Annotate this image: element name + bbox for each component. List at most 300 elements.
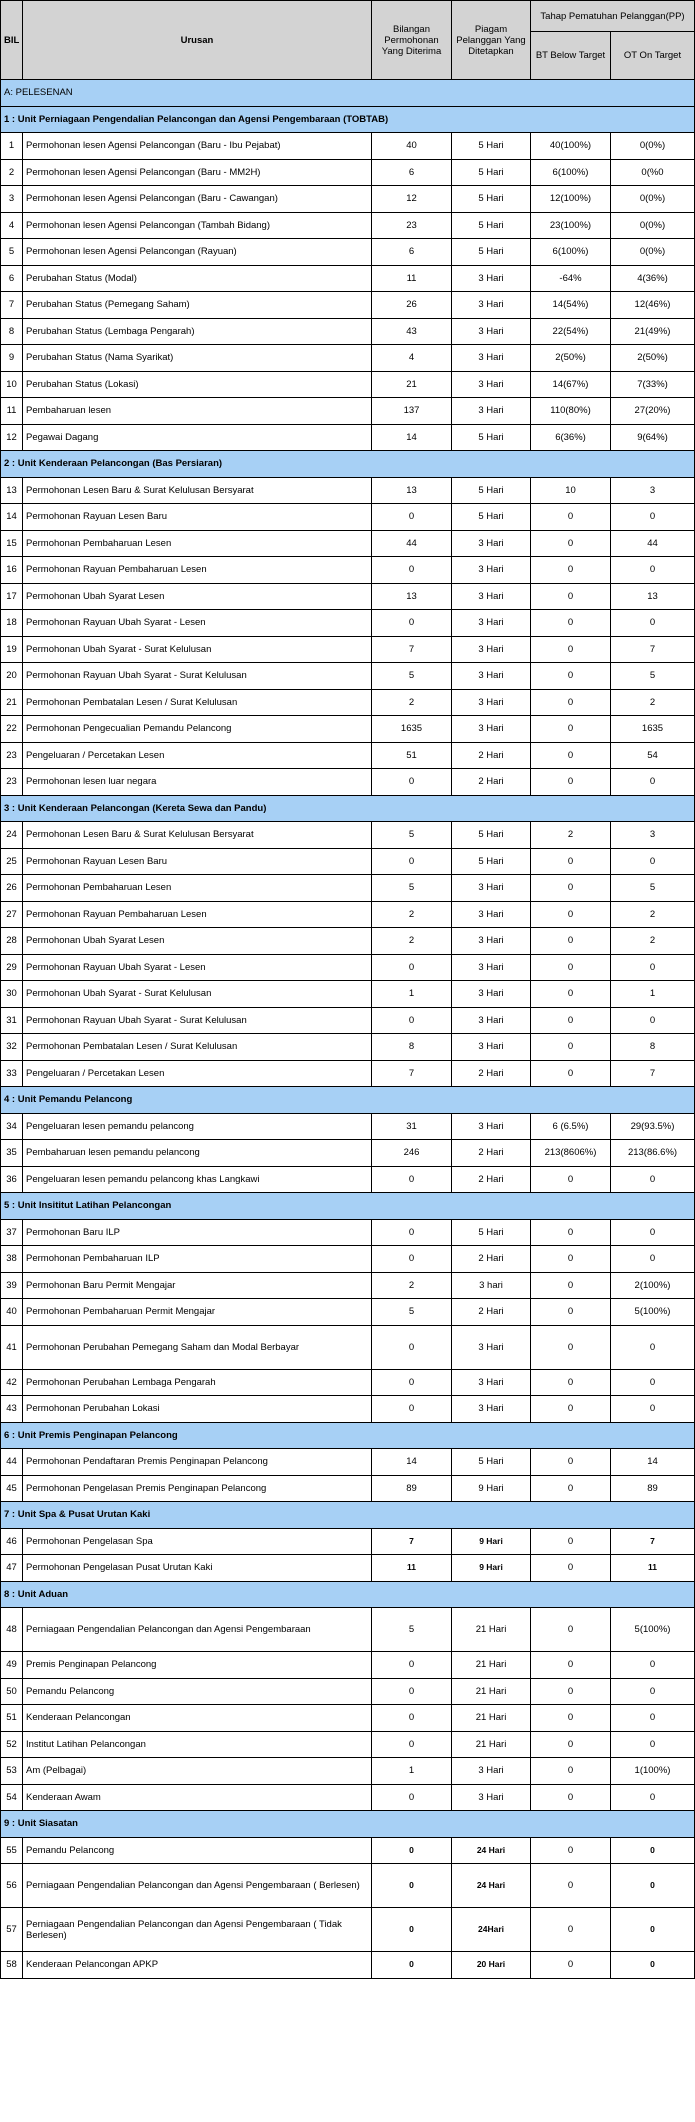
row-bilangan: 1 <box>372 1758 452 1785</box>
row-bil: 4 <box>1 212 23 239</box>
row-ot: 0 <box>611 1007 695 1034</box>
row-bilangan: 21 <box>372 371 452 398</box>
row-ot: 0 <box>611 557 695 584</box>
row-bilangan: 12 <box>372 186 452 213</box>
row-piagam: 24Hari <box>452 1908 531 1952</box>
table-row <box>1 848 695 875</box>
row-piagam: 5 Hari <box>452 504 531 531</box>
row-bt: 0 <box>531 1864 611 1908</box>
row-piagam: 21 Hari <box>452 1652 531 1679</box>
table-row <box>1 928 695 955</box>
header-piagam: Piagam Pelanggan Yang Ditetapkan <box>452 1 531 80</box>
row-ot: 7 <box>611 1528 695 1555</box>
row-bt: 0 <box>531 1272 611 1299</box>
row-bilangan: 43 <box>372 318 452 345</box>
row-bt: 0 <box>531 504 611 531</box>
row-bil: 40 <box>1 1299 23 1326</box>
row-ot: 0 <box>611 1678 695 1705</box>
row-bil: 41 <box>1 1325 23 1369</box>
row-bt: 0 <box>531 1705 611 1732</box>
row-bil: 46 <box>1 1528 23 1555</box>
section-title: 8 : Unit Aduan <box>1 1581 695 1608</box>
row-bil: 10 <box>1 371 23 398</box>
row-bt: 0 <box>531 1952 611 1979</box>
row-bil: 6 <box>1 265 23 292</box>
row-bt: 14(67%) <box>531 371 611 398</box>
row-bil: 30 <box>1 981 23 1008</box>
row-bt: 0 <box>531 742 611 769</box>
table-row <box>1 1837 695 1864</box>
table-row <box>1 583 695 610</box>
row-bilangan: 0 <box>372 769 452 796</box>
row-bilangan: 7 <box>372 1060 452 1087</box>
row-piagam: 21 Hari <box>452 1608 531 1652</box>
table-row <box>1 1784 695 1811</box>
row-urusan: Permohonan Baru Permit Mengajar <box>23 1272 372 1299</box>
row-ot: 0 <box>611 1784 695 1811</box>
header-bilangan: Bilangan Permohonan Yang Diterima <box>372 1 452 80</box>
table-row <box>1 1758 695 1785</box>
section-title: 6 : Unit Premis Penginapan Pelancong <box>1 1422 695 1449</box>
row-ot: 12(46%) <box>611 292 695 319</box>
row-bilangan: 0 <box>372 1219 452 1246</box>
row-ot: 0 <box>611 769 695 796</box>
row-bil: 15 <box>1 530 23 557</box>
table-row <box>1 1007 695 1034</box>
row-bilangan: 51 <box>372 742 452 769</box>
row-bt: 2 <box>531 822 611 849</box>
row-piagam: 20 Hari <box>452 1952 531 1979</box>
row-piagam: 3 Hari <box>452 557 531 584</box>
row-urusan: Permohonan Pembatalan Lesen / Surat Kelulusan <box>23 1034 372 1061</box>
row-ot: 3 <box>611 477 695 504</box>
table-row <box>1 159 695 186</box>
row-urusan: Permohonan Ubah Syarat - Surat Kelulusan <box>23 981 372 1008</box>
row-bt: 0 <box>531 901 611 928</box>
row-bil: 35 <box>1 1140 23 1167</box>
row-piagam: 5 Hari <box>452 239 531 266</box>
section-row <box>1 451 695 478</box>
table-row <box>1 212 695 239</box>
row-bilangan: 0 <box>372 557 452 584</box>
row-urusan: Pengeluaran / Percetakan Lesen <box>23 742 372 769</box>
row-piagam: 2 Hari <box>452 1060 531 1087</box>
row-piagam: 5 Hari <box>452 848 531 875</box>
row-bilangan: 246 <box>372 1140 452 1167</box>
row-urusan: Permohonan Pengecualian Pemandu Pelancong <box>23 716 372 743</box>
row-bt: 0 <box>531 1449 611 1476</box>
row-urusan: Perubahan Status (Lembaga Pengarah) <box>23 318 372 345</box>
table-row <box>1 398 695 425</box>
row-bil: 55 <box>1 1837 23 1864</box>
row-urusan: Permohonan Perubahan Pemegang Saham dan Modal Berbayar <box>23 1325 372 1369</box>
row-bilangan: 0 <box>372 1325 452 1369</box>
row-bilangan: 0 <box>372 1908 452 1952</box>
row-bilangan: 5 <box>372 1299 452 1326</box>
row-piagam: 5 Hari <box>452 477 531 504</box>
table-header <box>1 1 695 80</box>
table-row <box>1 530 695 557</box>
row-bil: 1 <box>1 133 23 160</box>
row-urusan: Perubahan Status (Lokasi) <box>23 371 372 398</box>
row-bil: 18 <box>1 610 23 637</box>
row-piagam: 9 Hari <box>452 1528 531 1555</box>
row-urusan: Permohonan Rayuan Ubah Syarat - Surat Kelulusan <box>23 1007 372 1034</box>
row-bilangan: 5 <box>372 1608 452 1652</box>
row-ot: 54 <box>611 742 695 769</box>
row-piagam: 3 Hari <box>452 875 531 902</box>
header-ot: OT On Target <box>611 32 695 80</box>
row-bt: 0 <box>531 769 611 796</box>
table-row <box>1 981 695 1008</box>
row-bilangan: 11 <box>372 1555 452 1582</box>
row-urusan: Premis Penginapan Pelancong <box>23 1652 372 1679</box>
row-bil: 11 <box>1 398 23 425</box>
row-bil: 14 <box>1 504 23 531</box>
table-row <box>1 477 695 504</box>
section-row <box>1 80 695 107</box>
row-piagam: 5 Hari <box>452 1449 531 1476</box>
section-title: A: PELESENAN <box>1 80 695 107</box>
section-row <box>1 1422 695 1449</box>
row-bil: 9 <box>1 345 23 372</box>
row-bil: 57 <box>1 1908 23 1952</box>
row-piagam: 5 Hari <box>452 159 531 186</box>
row-piagam: 5 Hari <box>452 133 531 160</box>
row-bil: 26 <box>1 875 23 902</box>
row-urusan: Permohonan Rayuan Pembaharuan Lesen <box>23 557 372 584</box>
row-ot: 2 <box>611 928 695 955</box>
row-bilangan: 0 <box>372 504 452 531</box>
table-row <box>1 292 695 319</box>
row-bilangan: 0 <box>372 1246 452 1273</box>
row-bil: 53 <box>1 1758 23 1785</box>
table-row <box>1 769 695 796</box>
row-bilangan: 0 <box>372 1166 452 1193</box>
row-bilangan: 5 <box>372 663 452 690</box>
table-row <box>1 1864 695 1908</box>
row-bt: 0 <box>531 1475 611 1502</box>
row-bil: 44 <box>1 1449 23 1476</box>
row-ot: 0 <box>611 1731 695 1758</box>
row-urusan: Permohonan Ubah Syarat Lesen <box>23 928 372 955</box>
row-urusan: Permohonan Pengelasan Spa <box>23 1528 372 1555</box>
row-piagam: 5 Hari <box>452 186 531 213</box>
row-bt: 0 <box>531 1396 611 1423</box>
row-bilangan: 7 <box>372 636 452 663</box>
table-row <box>1 1325 695 1369</box>
row-bil: 22 <box>1 716 23 743</box>
row-bilangan: 40 <box>372 133 452 160</box>
row-bt: 0 <box>531 1784 611 1811</box>
row-bilangan: 2 <box>372 901 452 928</box>
row-bil: 2 <box>1 159 23 186</box>
row-ot: 9(64%) <box>611 424 695 451</box>
table-row <box>1 689 695 716</box>
row-bt: 0 <box>531 1678 611 1705</box>
row-bt: 0 <box>531 954 611 981</box>
row-bt: 40(100%) <box>531 133 611 160</box>
row-bil: 27 <box>1 901 23 928</box>
row-piagam: 24 Hari <box>452 1864 531 1908</box>
row-bt: 0 <box>531 530 611 557</box>
table-row <box>1 822 695 849</box>
row-urusan: Kenderaan Pelancongan APKP <box>23 1952 372 1979</box>
row-bt: 0 <box>531 610 611 637</box>
row-urusan: Permohonan Pengelasan Premis Penginapan Pelancong <box>23 1475 372 1502</box>
row-ot: 0 <box>611 954 695 981</box>
row-urusan: Pegawai Dagang <box>23 424 372 451</box>
table-row <box>1 1396 695 1423</box>
row-bil: 19 <box>1 636 23 663</box>
row-piagam: 5 Hari <box>452 822 531 849</box>
row-bil: 52 <box>1 1731 23 1758</box>
row-piagam: 3 Hari <box>452 371 531 398</box>
row-urusan: Perniagaan Pengendalian Pelancongan dan Agensi Pengembaraan ( Tidak Berlesen) <box>23 1908 372 1952</box>
row-piagam: 9 Hari <box>452 1475 531 1502</box>
row-bt: 23(100%) <box>531 212 611 239</box>
row-bt: 0 <box>531 1219 611 1246</box>
table-body <box>1 80 695 1979</box>
row-ot: 213(86.6%) <box>611 1140 695 1167</box>
row-piagam: 3 Hari <box>452 318 531 345</box>
row-bt: 0 <box>531 636 611 663</box>
row-urusan: Perubahan Status (Nama Syarikat) <box>23 345 372 372</box>
row-urusan: Permohonan Baru ILP <box>23 1219 372 1246</box>
row-bt: 0 <box>531 1731 611 1758</box>
section-row <box>1 1087 695 1114</box>
row-bilangan: 13 <box>372 477 452 504</box>
row-ot: 21(49%) <box>611 318 695 345</box>
row-bil: 32 <box>1 1034 23 1061</box>
table-row <box>1 557 695 584</box>
row-piagam: 2 Hari <box>452 1140 531 1167</box>
row-bil: 49 <box>1 1652 23 1679</box>
row-piagam: 21 Hari <box>452 1705 531 1732</box>
row-piagam: 3 Hari <box>452 1325 531 1369</box>
section-title: 4 : Unit Pemandu Pelancong <box>1 1087 695 1114</box>
row-bt: 0 <box>531 1608 611 1652</box>
row-ot: 0 <box>611 1652 695 1679</box>
row-bil: 23 <box>1 769 23 796</box>
row-ot: 0 <box>611 1837 695 1864</box>
row-bilangan: 7 <box>372 1528 452 1555</box>
row-bil: 42 <box>1 1369 23 1396</box>
row-bil: 56 <box>1 1864 23 1908</box>
row-piagam: 3 Hari <box>452 610 531 637</box>
header-bil: BIL <box>1 1 23 80</box>
row-urusan: Permohonan lesen Agensi Pelancongan (Baru - Cawangan) <box>23 186 372 213</box>
row-urusan: Permohonan Lesen Baru & Surat Kelulusan Bersyarat <box>23 822 372 849</box>
row-bil: 21 <box>1 689 23 716</box>
row-bilangan: 0 <box>372 954 452 981</box>
row-urusan: Permohonan Rayuan Pembaharuan Lesen <box>23 901 372 928</box>
row-bt: 0 <box>531 663 611 690</box>
row-bilangan: 0 <box>372 1652 452 1679</box>
row-bt: 6 (6.5%) <box>531 1113 611 1140</box>
row-bilangan: 0 <box>372 1369 452 1396</box>
row-piagam: 3 Hari <box>452 345 531 372</box>
row-bilangan: 31 <box>372 1113 452 1140</box>
row-ot: 7 <box>611 1060 695 1087</box>
row-ot: 7 <box>611 636 695 663</box>
table-row <box>1 901 695 928</box>
row-ot: 0 <box>611 1952 695 1979</box>
row-bil: 51 <box>1 1705 23 1732</box>
row-ot: 2(100%) <box>611 1272 695 1299</box>
row-ot: 8 <box>611 1034 695 1061</box>
row-ot: 1 <box>611 981 695 1008</box>
row-urusan: Institut Latihan Pelancongan <box>23 1731 372 1758</box>
row-piagam: 3 Hari <box>452 954 531 981</box>
row-piagam: 2 Hari <box>452 742 531 769</box>
row-bilangan: 89 <box>372 1475 452 1502</box>
table-row <box>1 1705 695 1732</box>
row-piagam: 3 Hari <box>452 1007 531 1034</box>
table-row <box>1 345 695 372</box>
row-ot: 0(0%) <box>611 212 695 239</box>
section-row <box>1 1193 695 1220</box>
table-row <box>1 1299 695 1326</box>
row-bilangan: 0 <box>372 1705 452 1732</box>
row-bil: 16 <box>1 557 23 584</box>
row-ot: 0(0%) <box>611 133 695 160</box>
row-piagam: 3 Hari <box>452 1758 531 1785</box>
row-bt: 0 <box>531 1908 611 1952</box>
row-urusan: Perubahan Status (Pemegang Saham) <box>23 292 372 319</box>
row-bt: 110(80%) <box>531 398 611 425</box>
table-row <box>1 1219 695 1246</box>
row-bilangan: 0 <box>372 1007 452 1034</box>
row-bt: 2(50%) <box>531 345 611 372</box>
row-urusan: Permohonan Perubahan Lembaga Pengarah <box>23 1369 372 1396</box>
row-bilangan: 5 <box>372 822 452 849</box>
row-bilangan: 0 <box>372 1837 452 1864</box>
row-ot: 1635 <box>611 716 695 743</box>
row-bilangan: 0 <box>372 1731 452 1758</box>
table-row <box>1 133 695 160</box>
table-row <box>1 186 695 213</box>
row-bilangan: 2 <box>372 689 452 716</box>
row-urusan: Permohonan Pembaharuan Permit Mengajar <box>23 1299 372 1326</box>
row-piagam: 3 Hari <box>452 530 531 557</box>
section-row <box>1 106 695 133</box>
row-piagam: 3 Hari <box>452 1034 531 1061</box>
row-bilangan: 23 <box>372 212 452 239</box>
table-row <box>1 1652 695 1679</box>
row-piagam: 3 Hari <box>452 689 531 716</box>
row-ot: 11 <box>611 1555 695 1582</box>
table-row <box>1 1555 695 1582</box>
row-bt: 0 <box>531 1299 611 1326</box>
table-row <box>1 636 695 663</box>
table-row <box>1 265 695 292</box>
row-ot: 5(100%) <box>611 1299 695 1326</box>
row-bt: 10 <box>531 477 611 504</box>
row-urusan: Permohonan Pembatalan Lesen / Surat Kelulusan <box>23 689 372 716</box>
row-ot: 0 <box>611 1246 695 1273</box>
row-bilangan: 0 <box>372 1678 452 1705</box>
row-bt: 0 <box>531 1246 611 1273</box>
section-title: 9 : Unit Siasatan <box>1 1811 695 1838</box>
row-bt: -64% <box>531 265 611 292</box>
row-urusan: Permohonan Pengelasan Pusat Urutan Kaki <box>23 1555 372 1582</box>
row-bt: 0 <box>531 1837 611 1864</box>
row-bil: 43 <box>1 1396 23 1423</box>
row-piagam: 9 Hari <box>452 1555 531 1582</box>
row-urusan: Permohonan Rayuan Ubah Syarat - Lesen <box>23 610 372 637</box>
row-piagam: 2 Hari <box>452 1166 531 1193</box>
row-ot: 0(0%) <box>611 186 695 213</box>
row-ot: 0 <box>611 1166 695 1193</box>
table-row <box>1 1140 695 1167</box>
row-ot: 0 <box>611 1325 695 1369</box>
row-piagam: 3 Hari <box>452 1396 531 1423</box>
row-urusan: Perniagaan Pengendalian Pelancongan dan Agensi Pengembaraan <box>23 1608 372 1652</box>
row-piagam: 21 Hari <box>452 1731 531 1758</box>
table-row <box>1 1608 695 1652</box>
row-urusan: Permohonan Ubah Syarat Lesen <box>23 583 372 610</box>
row-urusan: Pengeluaran lesen pemandu pelancong <box>23 1113 372 1140</box>
row-bt: 0 <box>531 1652 611 1679</box>
row-bil: 50 <box>1 1678 23 1705</box>
row-bilangan: 137 <box>372 398 452 425</box>
section-row <box>1 1811 695 1838</box>
row-bil: 5 <box>1 239 23 266</box>
row-bt: 0 <box>531 848 611 875</box>
row-bt: 0 <box>531 1007 611 1034</box>
row-urusan: Permohonan Ubah Syarat - Surat Kelulusan <box>23 636 372 663</box>
row-ot: 3 <box>611 822 695 849</box>
row-piagam: 3 Hari <box>452 398 531 425</box>
row-bilangan: 0 <box>372 1864 452 1908</box>
row-ot: 0 <box>611 1219 695 1246</box>
row-ot: 29(93.5%) <box>611 1113 695 1140</box>
row-bil: 48 <box>1 1608 23 1652</box>
row-urusan: Am (Pelbagai) <box>23 1758 372 1785</box>
row-ot: 7(33%) <box>611 371 695 398</box>
row-ot: 0(0%) <box>611 239 695 266</box>
row-urusan: Permohonan Pembaharuan Lesen <box>23 530 372 557</box>
row-urusan: Permohonan lesen Agensi Pelancongan (Tambah Bidang) <box>23 212 372 239</box>
row-piagam: 2 Hari <box>452 1246 531 1273</box>
row-piagam: 5 Hari <box>452 424 531 451</box>
row-ot: 1(100%) <box>611 1758 695 1785</box>
row-bilangan: 4 <box>372 345 452 372</box>
table-row <box>1 424 695 451</box>
table-row <box>1 663 695 690</box>
table-row <box>1 318 695 345</box>
table-row <box>1 1272 695 1299</box>
row-bilangan: 44 <box>372 530 452 557</box>
row-bil: 47 <box>1 1555 23 1582</box>
row-piagam: 3 hari <box>452 1272 531 1299</box>
table-row <box>1 1166 695 1193</box>
row-bil: 54 <box>1 1784 23 1811</box>
row-piagam: 3 Hari <box>452 583 531 610</box>
table-row <box>1 1678 695 1705</box>
row-ot: 0 <box>611 1864 695 1908</box>
row-bil: 17 <box>1 583 23 610</box>
row-urusan: Kenderaan Pelancongan <box>23 1705 372 1732</box>
row-bilangan: 2 <box>372 928 452 955</box>
table-row <box>1 1034 695 1061</box>
row-bil: 3 <box>1 186 23 213</box>
table-row <box>1 1246 695 1273</box>
row-urusan: Permohonan Perubahan Lokasi <box>23 1396 372 1423</box>
row-piagam: 3 Hari <box>452 663 531 690</box>
table-row <box>1 875 695 902</box>
